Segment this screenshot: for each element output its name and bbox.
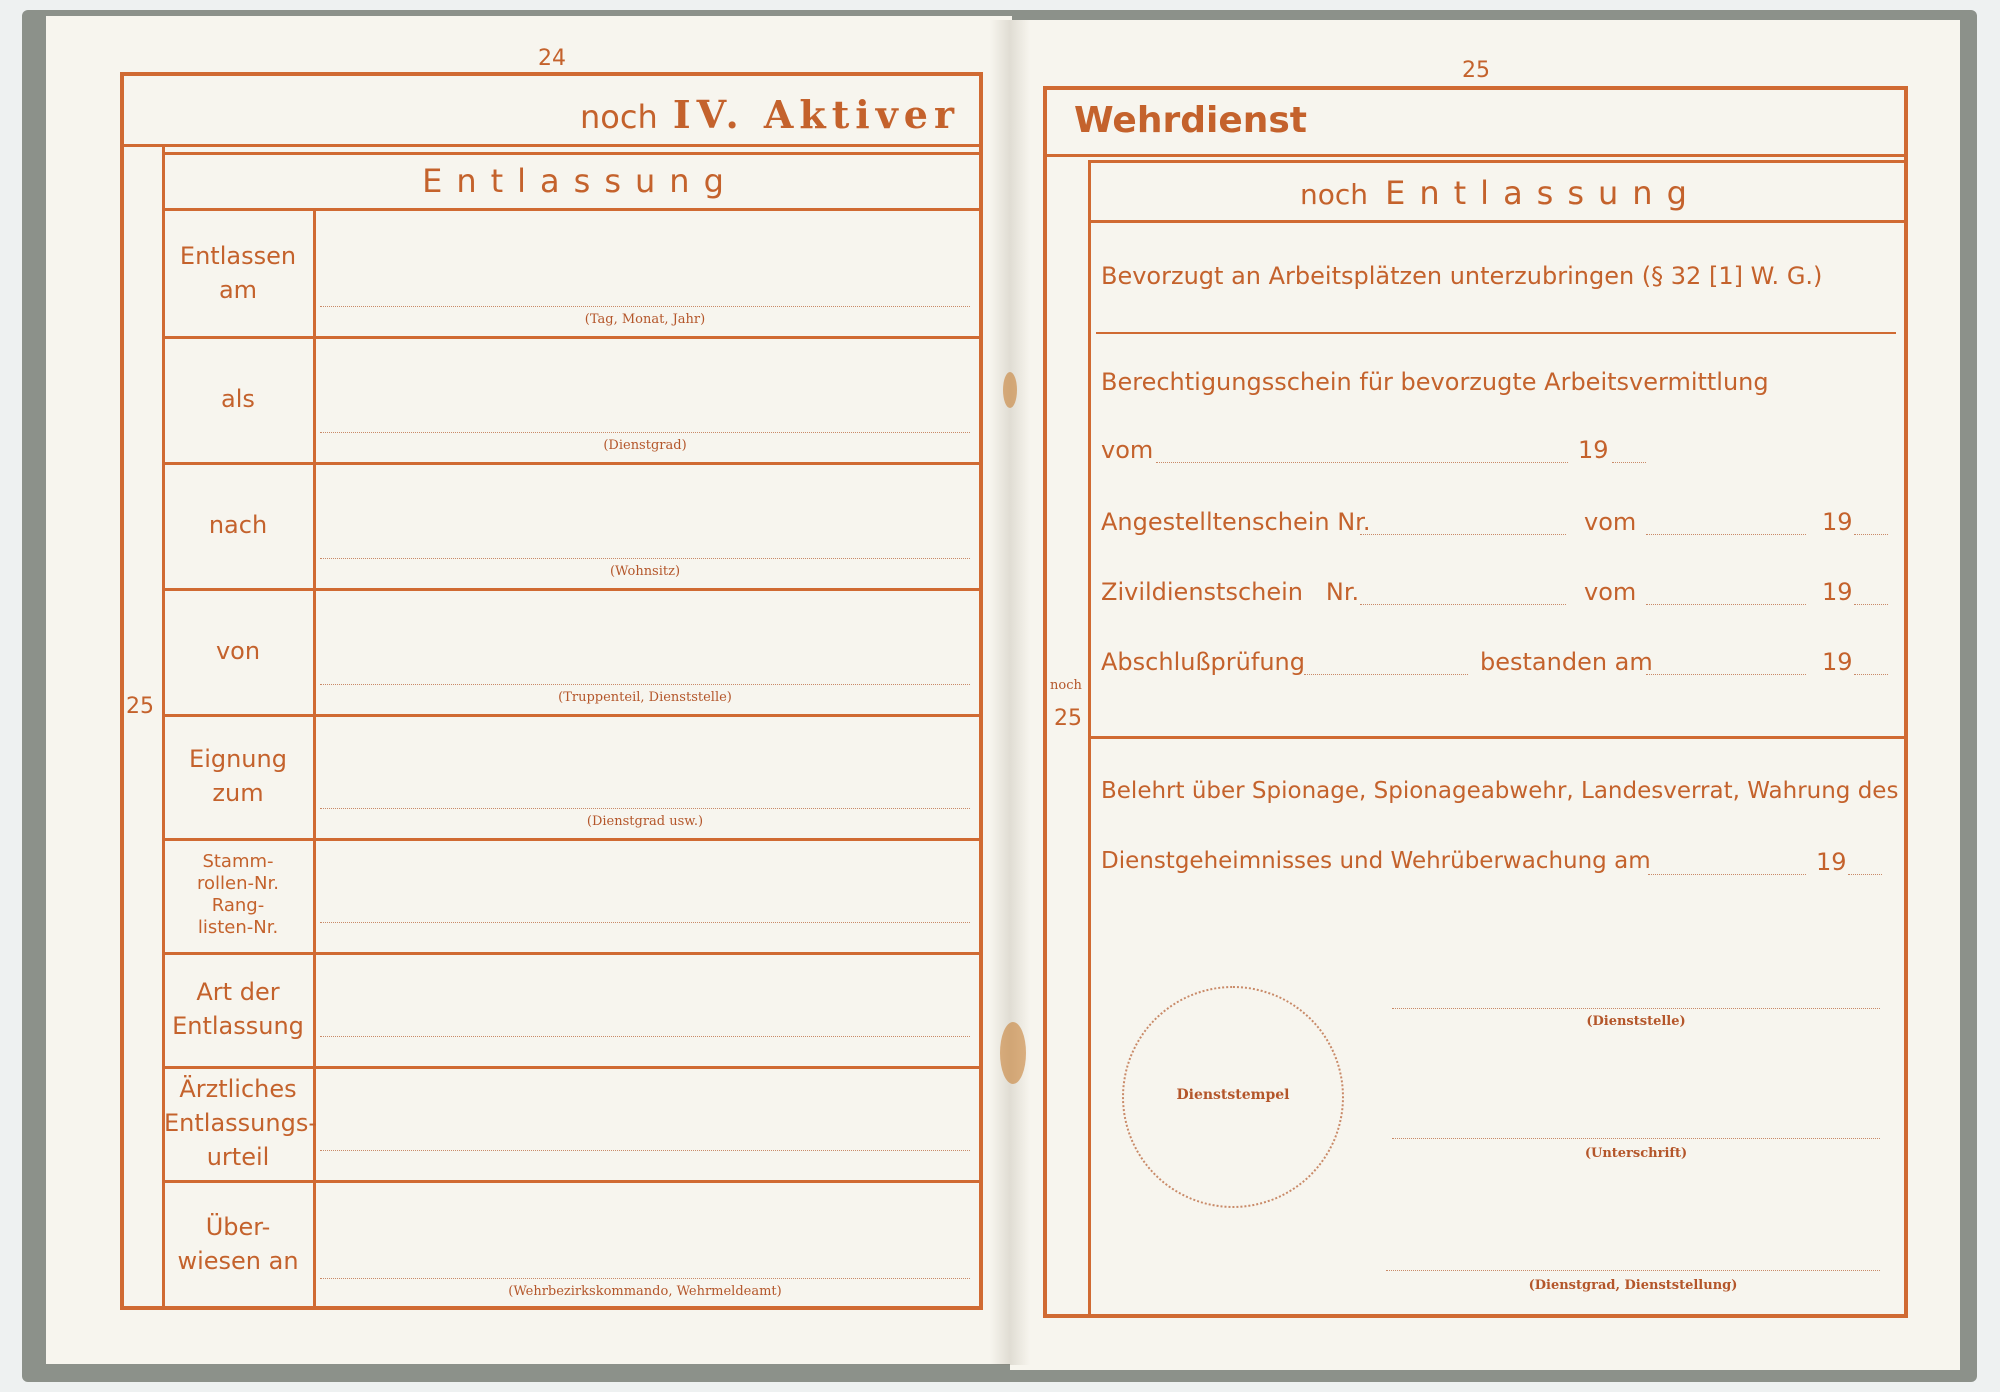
row-divider (164, 1180, 980, 1183)
row-caption: (Wohnsitz) (609, 564, 681, 579)
stain (1000, 1022, 1026, 1084)
signature-line (1392, 1138, 1880, 1139)
fill-line (1648, 874, 1806, 875)
year-prefix: 19 (1816, 848, 1847, 876)
stain (1003, 372, 1017, 408)
label-column-line (313, 210, 316, 1308)
right-side-prefix: noch (1050, 678, 1082, 693)
signature-line (1386, 1270, 1880, 1271)
row-caption: (Truppenteil, Dienststelle) (558, 690, 732, 705)
row-divider (164, 952, 980, 955)
page-number-left: 24 (538, 46, 566, 71)
stamp-label: Dienststempel (1176, 1087, 1290, 1103)
entry-fill-line (320, 684, 970, 685)
left-heading (580, 92, 960, 137)
entry-fill-line (320, 922, 970, 923)
row-divider (164, 1066, 980, 1069)
belehrt-line-1: Belehrt über Spionage, Spionageabwehr, Landesverrat, Wahrung des (1101, 778, 1899, 804)
heading-prefix: noch (580, 98, 658, 136)
row-label: Ärztliches Entlassungs- urteil (164, 1075, 317, 1171)
fill-line (1854, 534, 1888, 535)
certificate-line: Berechtigungsschein für bevorzugte Arbeitsvermittlung (1101, 368, 1769, 396)
row-divider (164, 336, 980, 339)
divider (1096, 332, 1896, 334)
abschluss-label: Abschlußprüfung (1101, 648, 1305, 676)
year-prefix: 19 (1822, 578, 1853, 606)
row-divider (164, 462, 980, 465)
fill-line (1156, 462, 1568, 463)
divider (1090, 160, 1905, 163)
section-prefix: noch (1300, 178, 1369, 211)
page-number-right: 25 (1462, 58, 1490, 83)
divider (1045, 154, 1905, 157)
signature-caption-3: (Dienstgrad, Dienststellung) (1528, 1278, 1738, 1293)
fill-line (1848, 874, 1882, 875)
fill-line (1304, 674, 1468, 675)
entry-fill-line (320, 1150, 970, 1151)
heading-main: IV. Aktiver (672, 92, 960, 137)
year-prefix: 19 (1578, 436, 1609, 464)
fill-line (1646, 674, 1806, 675)
left-side-number: 25 (126, 694, 154, 719)
entry-fill-line (320, 808, 970, 809)
signature-line (1392, 1008, 1880, 1009)
fill-line (1854, 674, 1888, 675)
fill-line (1854, 604, 1888, 605)
year-prefix: 19 (1822, 648, 1853, 676)
bestanden-label: bestanden am (1480, 648, 1653, 676)
divider (122, 144, 980, 147)
right-heading: Wehrdienst (1074, 100, 1308, 141)
row-label: Stamm- rollen-Nr. Rang- listen-Nr. (197, 851, 279, 938)
left-section-title: Entlassung (422, 162, 738, 200)
fill-line (1360, 604, 1566, 605)
angestellten-label: Angestelltenschein Nr. (1101, 508, 1371, 536)
year-prefix: 19 (1822, 508, 1853, 536)
vom-label: vom (1101, 436, 1154, 464)
entry-fill-line (320, 432, 970, 433)
row-divider (164, 838, 980, 841)
section-title: Entlassung (1385, 174, 1701, 212)
priority-employment-line: Bevorzugt an Arbeitsplätzen unterzubringen (§ 32 [1] W. G.) (1101, 262, 1823, 290)
row-caption: (Dienstgrad) (603, 438, 687, 453)
entry-fill-line (320, 1036, 970, 1037)
fill-line (1646, 604, 1806, 605)
row-label: Art der Entlassung (172, 978, 304, 1040)
right-side-number: 25 (1054, 706, 1082, 731)
fill-line (1360, 534, 1566, 535)
vom-label: vom (1584, 578, 1637, 606)
zivildienst-label: Zivildienstschein Nr. (1101, 578, 1360, 606)
entry-fill-line (320, 558, 970, 559)
divider (1090, 736, 1905, 739)
row-caption: (Tag, Monat, Jahr) (584, 312, 706, 327)
divider (164, 152, 980, 155)
fill-line (1646, 534, 1806, 535)
divider (164, 208, 980, 211)
entry-fill-line (320, 306, 970, 307)
belehrt-line-2: Dienstgeheimnisses und Wehrüberwachung am (1101, 848, 1651, 874)
entry-fill-line (320, 1278, 970, 1279)
row-caption: (Dienstgrad usw.) (586, 814, 704, 829)
divider (1090, 220, 1905, 223)
row-label: von (215, 637, 261, 665)
signature-caption-1: (Dienststelle) (1586, 1014, 1686, 1029)
book-spine (990, 20, 1030, 1365)
row-label: Über- wiesen an (177, 1213, 299, 1275)
right-section-title (1300, 174, 1701, 212)
vom-label: vom (1584, 508, 1637, 536)
signature-caption-2: (Unterschrift) (1584, 1146, 1688, 1161)
row-caption: (Wehrbezirkskommando, Wehrmeldeamt) (508, 1284, 782, 1299)
row-label: nach (208, 511, 268, 539)
row-label: als (221, 385, 255, 413)
row-label: Eignung zum (189, 745, 287, 807)
fill-line (1612, 462, 1646, 463)
row-label: Entlassen am (179, 242, 297, 304)
row-divider (164, 714, 980, 717)
row-divider (164, 588, 980, 591)
